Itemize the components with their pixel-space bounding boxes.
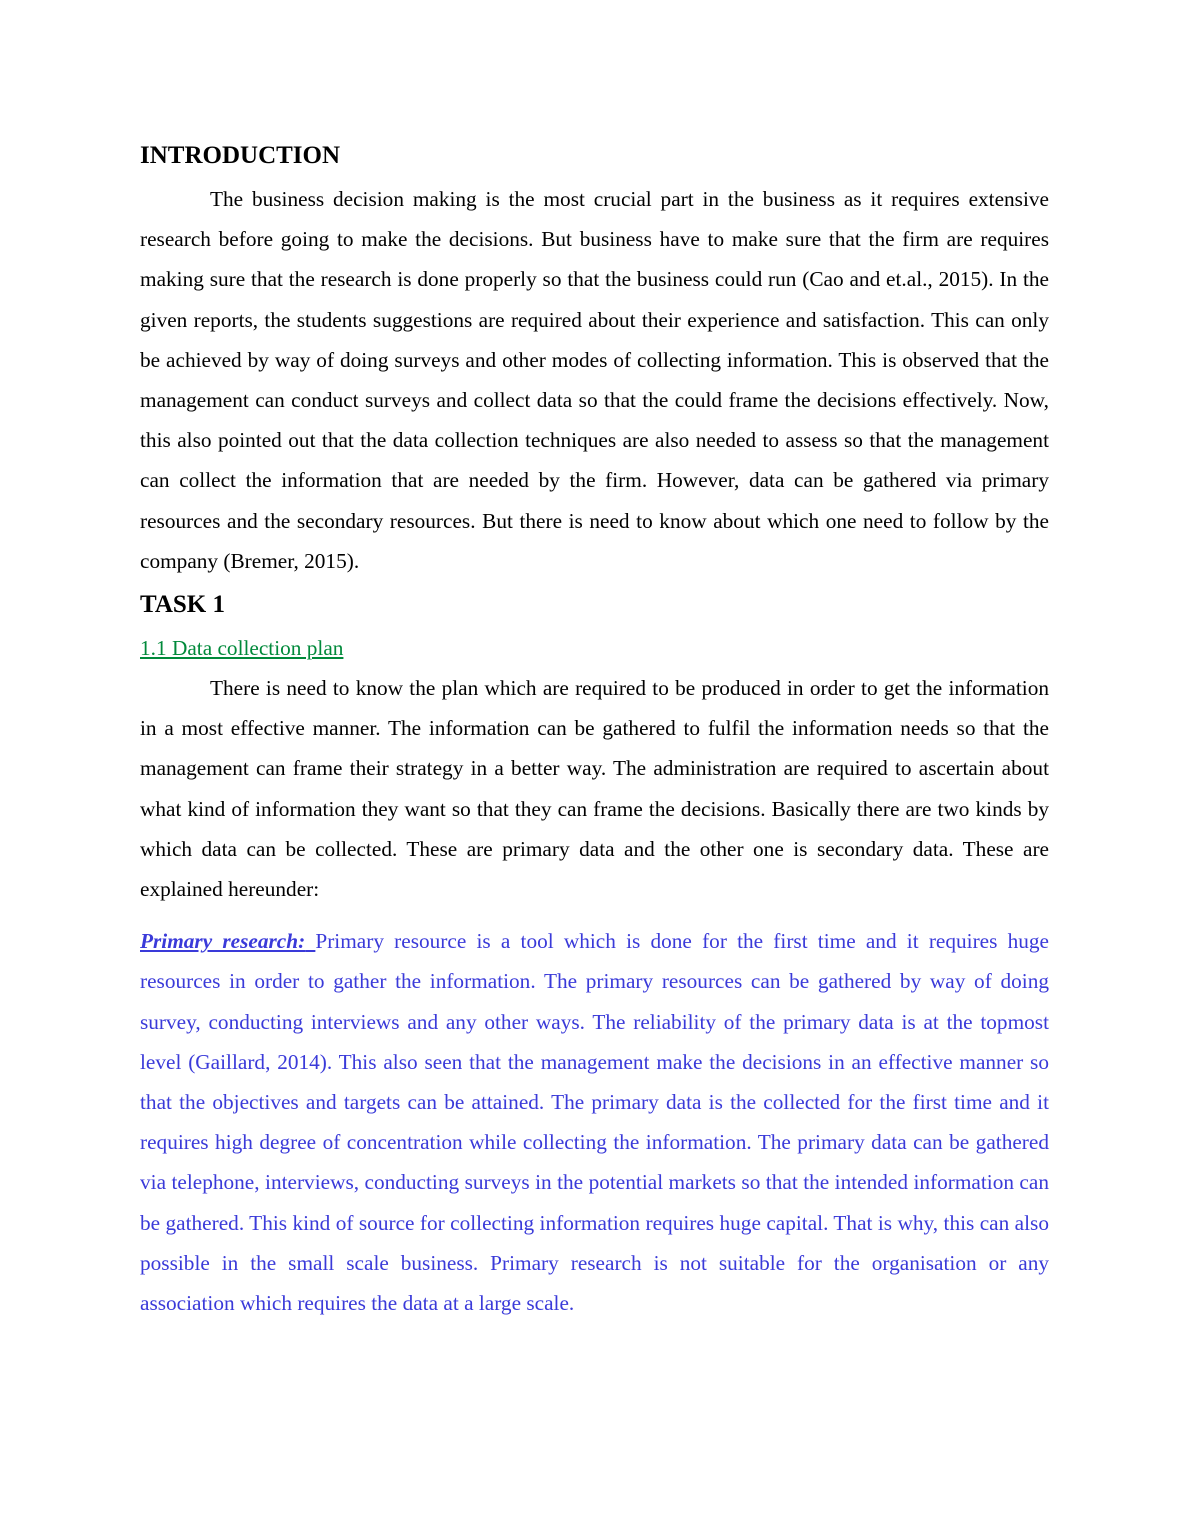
primary-research-paragraph <box>140 921 1049 1323</box>
introduction-heading: INTRODUCTION <box>140 142 341 169</box>
data-collection-plan-paragraph: There is need to know the plan which are required to be produced in order to get the information in a most effective manner. The information can be gathered to fulfil the information needs so that the management can frame their strategy in a better way. The administration are required to ascertain about what kind of information they want so that they can frame the decisions. Basically there are two kinds by which data can be collected. These are primary data and the other one is secondary data. These are explained hereunder: <box>140 676 1049 902</box>
primary-research-text: Primary resource is a tool which is done for the first time and it requires huge resources in order to gather the information. The primary resources can be gathered by way of doing survey, conducting interviews and any other ways. The reliability of the primary data is at the topmost level (Gaillard, 2014). This also seen that the management make the decisions in an effective manner so that the objectives and targets can be attained. The primary data is the collected for the first time and it requires high degree of concentration while collecting the information. The primary data can be gathered via telephone, interviews, conducting surveys in the potential markets so that the intended information can be gathered. This kind of source for collecting information requires huge capital. That is why, this can also possible in the small scale business. Primary research is not suitable for the organisation or any association which requires the data at a large scale. <box>140 929 1049 1316</box>
data-collection-plan-subheading: 1.1 Data collection plan <box>140 636 344 661</box>
introduction-paragraph: The business decision making is the most crucial part in the business as it requires extensive research before going to make the decisions. But business have to make sure that the firm are requires making sure that the research is done properly so that the business could run (Cao and et.al., 2015). In the given reports, the students suggestions are required about their experience and satisfaction. This can only be achieved by way of doing surveys and other modes of collecting information. This is observed that the management can conduct surveys and collect data so that the could frame the decisions effectively. Now, this also pointed out that the data collection techniques are also needed to assess so that the management can collect the information that are needed by the firm. However, data can be gathered via primary resources and the secondary resources. But there is need to know about which one need to follow by the company (Bremer, 2015). <box>140 187 1049 573</box>
document-page <box>140 136 1049 1323</box>
task1-heading: TASK 1 <box>140 591 225 619</box>
primary-research-label: Primary research: <box>140 929 306 954</box>
task1-section <box>140 585 1049 1323</box>
primary-research-label-space <box>305 929 315 953</box>
